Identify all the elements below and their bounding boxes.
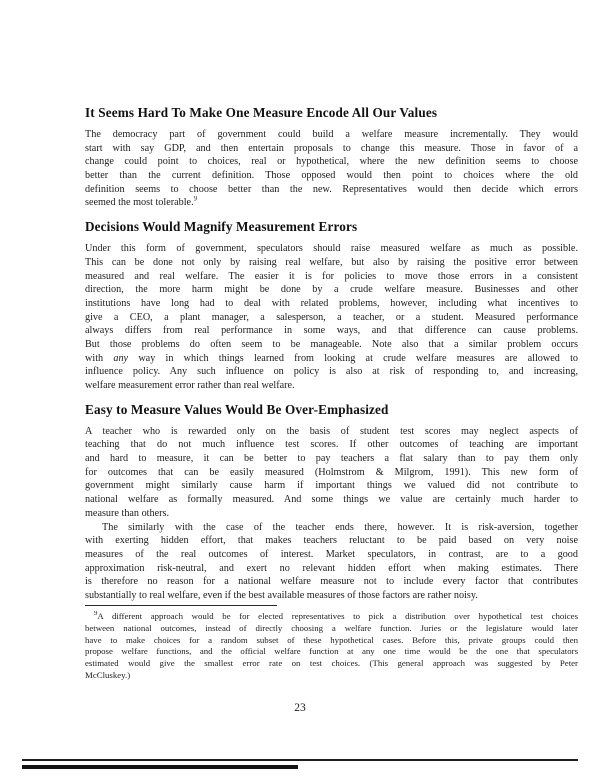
text-line: change could point to choices, real or hypothetical, where the new definition seems to choose	[85, 156, 578, 168]
scan-artifact-line-long	[22, 759, 578, 761]
text-line: start with say GDP, and then entertain proposals to change this measure. Those in favor of a	[85, 142, 578, 154]
text-line: for outcomes that can be easily measured (Holmstrom & Milgrom, 1991). This new form of	[85, 466, 578, 478]
text-line: direction, the more harm might be done by a crude welfare measure. Businesses and other	[85, 284, 578, 296]
text-line: give a CEO, a plant manager, a salesperson, a teacher, or a student. Measured performance	[85, 311, 578, 323]
text-line: measures of the real outcomes of interest. Market speculators, in contrast, are to a good	[85, 548, 578, 560]
text-line: This can be done not only by raising real welfare, but also by raising the positive error between	[85, 256, 578, 268]
text-line: estimated would give the smallest error rate on test choices. (This general approach was suggested by Peter	[85, 658, 578, 669]
scan-artifact-line-short	[22, 765, 298, 769]
text-line: national welfare as formally measured. And some things we value are certainly much harder to	[85, 494, 578, 506]
text-line: with exerting hidden effort, that makes teachers reluctant to be paid based on very noise	[85, 535, 578, 547]
section-heading-one-measure: It Seems Hard To Make One Measure Encode All Our Values	[85, 105, 438, 120]
text-line: Under this form of government, speculators should raise measured welfare as much as possible.	[85, 243, 578, 255]
paragraph-speculators-errors	[85, 242, 578, 393]
text-line: government might similarly cause harm if important things we valued did not contribute to	[85, 480, 578, 492]
page-body	[85, 105, 578, 603]
paragraph-democracy-measure	[85, 128, 578, 210]
text-line: better than the current definition. Those opposed would then point to choices where the old	[85, 170, 578, 182]
text-line: substantially to real welfare, even if the best available measures of those factors are rather noisy.	[85, 589, 478, 601]
paragraph-teacher-test-scores	[85, 425, 578, 521]
text-line: $^9$A different approach would be for elected representatives to pick a distribution over hypothetical test choices	[94, 611, 578, 621]
text-line: influence policy. Any such influence on policy is also at risk of responding to, and increasing,	[85, 366, 578, 378]
text-line: propose welfare functions, and the official welfare function at any one time would be the one that speculators	[85, 646, 578, 657]
section-heading-over-emphasized: Easy to Measure Values Would Be Over-Emphasized	[85, 401, 389, 417]
text-line: definition seems to choose better than the new. Representatives would then decide which errors	[85, 183, 578, 195]
footnote-block	[85, 605, 578, 682]
footnote-marker: 9	[94, 611, 98, 618]
page-number: 23	[294, 702, 306, 714]
text-line: The similarly with the case of the teacher ends there, however. It is risk-aversion, together	[102, 521, 578, 533]
text-line: seemed the most tolerable.$^9$	[85, 196, 198, 209]
text-line: between national outcomes, instead of directly choosing a welfare function. Juries or the legislature would later	[85, 622, 578, 633]
text-line: McCluskey.)	[85, 669, 131, 680]
text-line: have to make choices for a random subset of these hypothetical cases. Before this, private groups could then	[85, 634, 578, 645]
text-line: welfare measurement error rather than real welfare.	[85, 380, 295, 391]
text-line: is therefore no reason for a national welfare measure not to include every factor that contributes	[85, 576, 578, 588]
text-line: and hard to measure, it can be better to pay teachers a flat salary than to pay them only	[85, 453, 578, 465]
footnote-rule	[85, 605, 277, 606]
text-line: measured and real welfare. The easier it is for policies to move those errors in a consistent	[85, 270, 578, 282]
text-line: institutions have long had to deal with related problems, however, including what incentives to	[85, 297, 578, 309]
footnote-text	[85, 611, 578, 682]
text-line: But those problems do often seem to be manageable. Note also that a similar problem occurs	[85, 338, 578, 350]
footnote-reference: 9	[193, 196, 198, 204]
text-line: The democracy part of government could build a welfare measure incrementally. They would	[85, 129, 578, 140]
section-heading-magnify-errors: Decisions Would Magnify Measurement Errors	[85, 219, 358, 235]
emphasized-word: any	[113, 352, 129, 364]
text-line: measure than others.	[85, 507, 170, 519]
paragraph-risk-aversion	[85, 521, 578, 603]
text-line: with any way in which things learned from looking at crude welfare measures are allowed to	[85, 352, 578, 364]
text-line: teaching that do not much influence test scores. If other outcomes of teaching are important	[85, 439, 578, 451]
text-line: A teacher who is rewarded only on the basis of student test scores may neglect aspects of	[85, 425, 578, 437]
text-line: always differs from real performance in some ways, and that difference can cause problems.	[85, 325, 578, 337]
text-line: approximation risk-neutral, and exert no relevant hidden effort when making estimates. There	[85, 562, 578, 574]
